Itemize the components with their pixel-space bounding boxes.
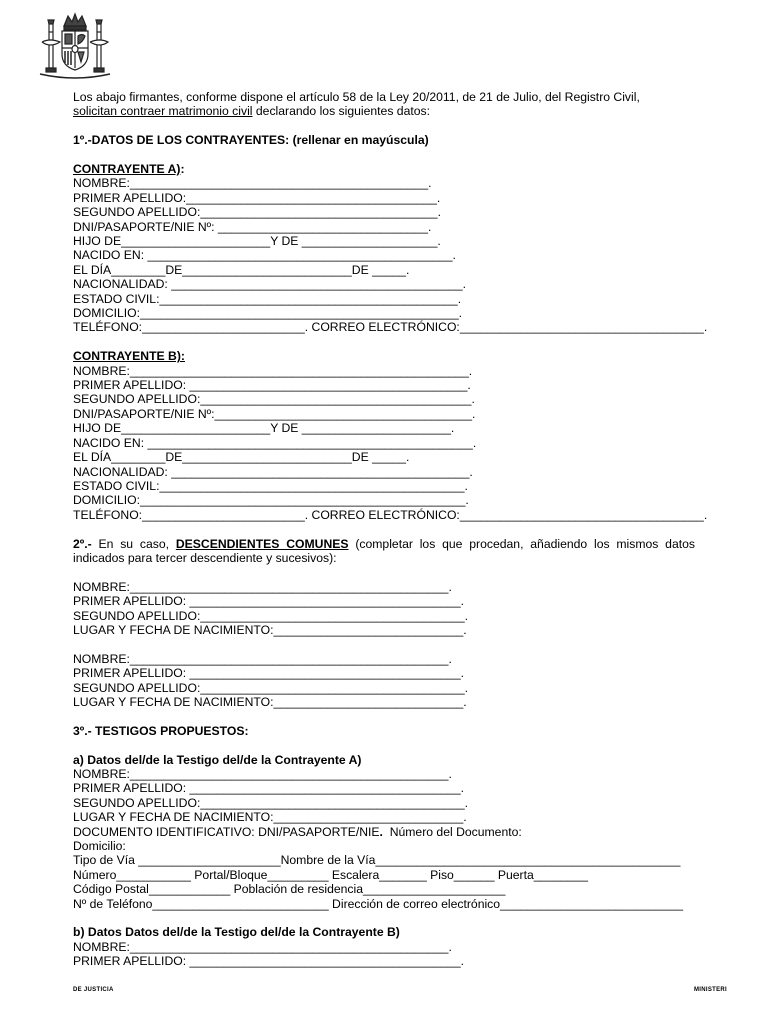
field-line[interactable]: Número___________ Portal/Bloque_________ Escalera_______ Piso______ Puerta________ [73, 867, 588, 882]
section2-rest: (completar los que procedan, añadiendo los mismos datos indicados para tercer descendiente y sucesivos): [73, 536, 695, 565]
field-line[interactable]: DOMICILIO:_______________________________________________. [73, 306, 462, 321]
field-line[interactable]: NACIDO EN: ________________________________________________. [73, 435, 477, 450]
intro-line-2 [73, 104, 695, 118]
field-line[interactable]: HIJO DE______________________Y DE ____________________. [73, 234, 441, 249]
section2-pre: En su caso, [91, 536, 176, 551]
field-line[interactable]: NACIDO EN: _____________________________________________. [73, 248, 456, 263]
field-line[interactable]: ESTADO CIVIL:_____________________________________________. [73, 478, 468, 493]
field-line[interactable]: PRIMER APELLIDO: _________________________________________. [73, 378, 471, 393]
field-line[interactable]: Nº de Teléfono__________________________ Dirección de correo electrónico___________________________ [73, 896, 684, 911]
field-line[interactable]: SEGUNDO APELLIDO:________________________________________. [73, 392, 475, 407]
field-line[interactable]: ESTADO CIVIL:____________________________________________. [73, 291, 462, 306]
section2-intro [73, 537, 695, 566]
field-line[interactable]: PRIMER APELLIDO: ________________________________________. [73, 954, 465, 969]
field-line[interactable]: NACIONALIDAD: ____________________________________________. [73, 464, 473, 479]
footer-left: DE JUSTICIA [73, 987, 114, 993]
section2-number: 2º.- [73, 536, 92, 551]
section1-title: 1º.-DATOS DE LOS CONTRAYENTES: (rellenar en mayúscula) [73, 133, 429, 148]
field-line[interactable]: SEGUNDO APELLIDO:_______________________________________. [73, 608, 469, 623]
contrayente-b-title: CONTRAYENTE B): [73, 349, 185, 364]
field-line[interactable]: LUGAR Y FECHA DE NACIMIENTO:____________________________. [73, 694, 467, 709]
field-line[interactable]: NOMBRE:_______________________________________________. [73, 579, 452, 594]
field-line[interactable]: SEGUNDO APELLIDO:_______________________________________. [73, 795, 469, 810]
intro-rest: declarando los siguientes datos: [252, 104, 431, 119]
field-line[interactable]: TELÉFONO:________________________. CORREO ELECTRÓNICO:____________________________________. [73, 320, 708, 335]
field-line[interactable]: NOMBRE:_______________________________________________. [73, 651, 452, 666]
field-line[interactable]: PRIMER APELLIDO:_____________________________________. [73, 190, 441, 205]
field-line[interactable]: SEGUNDO APELLIDO:___________________________________. [73, 205, 441, 220]
intro-line-1: Los abajo firmantes, conforme dispone el artículo 58 de la Ley 20/2011, de 21 de Julio, del Registro Civil, [73, 90, 640, 104]
field-line[interactable]: TELÉFONO:________________________. CORREO ELECTRÓNICO:____________________________________. [73, 507, 708, 522]
field-line[interactable]: NOMBRE:____________________________________________. [73, 176, 432, 191]
field-line[interactable]: DNI/PASAPORTE/NIE Nº: _______________________________. [73, 219, 432, 234]
field-line[interactable]: PRIMER APELLIDO: ________________________________________. [73, 781, 465, 796]
spain-coat-of-arms-icon [38, 12, 112, 80]
doc-label: DOCUMENTO IDENTIFICATIVO: DNI/PASAPORTE/NIE [73, 824, 380, 839]
field-line[interactable]: PRIMER APELLIDO: ________________________________________. [73, 666, 465, 681]
field-line[interactable]: DNI/PASAPORTE/NIE Nº:______________________________________. [73, 406, 476, 421]
field-line[interactable]: NOMBRE:_______________________________________________. [73, 939, 452, 954]
field-line[interactable]: PRIMER APELLIDO: ________________________________________. [73, 594, 465, 609]
field-line[interactable]: Tipo de Vía _____________________Nombre de la Vía_____________________________________________ [73, 853, 681, 868]
footer-right: MINISTERI [693, 987, 727, 993]
field-line[interactable]: NACIONALIDAD: ___________________________________________. [73, 277, 467, 292]
field-line[interactable]: SEGUNDO APELLIDO:_______________________________________. [73, 680, 469, 695]
doc-dot: . [379, 824, 383, 839]
field-line[interactable]: DOMICILIO:________________________________________________. [73, 493, 469, 508]
field-line[interactable]: NOMBRE:__________________________________________________. [73, 363, 473, 378]
field-line[interactable]: LUGAR Y FECHA DE NACIMIENTO:____________________________. [73, 810, 467, 825]
contrayente-a-title: CONTRAYENTE A) [73, 162, 181, 176]
form-body [73, 90, 708, 969]
section2-bold: DESCENDIENTES COMUNES [175, 536, 349, 551]
contrayente-a-colon: : [180, 162, 185, 176]
contrayente-a-heading [73, 162, 695, 176]
section3-title: 3º.- TESTIGOS PROPUESTOS: [73, 723, 249, 738]
field-line[interactable]: NOMBRE:_______________________________________________. [73, 766, 452, 781]
doc-number: Número del Documento: [382, 824, 522, 839]
document-line [73, 825, 695, 839]
domicilio-label: Domicilio: [73, 839, 126, 853]
field-line[interactable]: EL DÍA________DE_________________________DE _____. [73, 262, 410, 277]
field-line[interactable]: EL DÍA________DE_________________________DE _____. [73, 450, 410, 465]
intro-underlined: solicitan contraer matrimonio civil [73, 104, 253, 119]
field-line[interactable]: Código Postal____________ Población de residencia_____________________ [73, 882, 506, 897]
field-line[interactable]: HIJO DE______________________Y DE ______________________. [73, 421, 455, 436]
field-line[interactable]: LUGAR Y FECHA DE NACIMIENTO:____________________________. [73, 622, 467, 637]
testigo-a-title: a) Datos del/de la Testigo del/de la Contrayente A) [73, 752, 362, 767]
testigo-b-title: b) Datos Datos del/de la Testigo del/de la Contrayente B) [73, 925, 400, 940]
